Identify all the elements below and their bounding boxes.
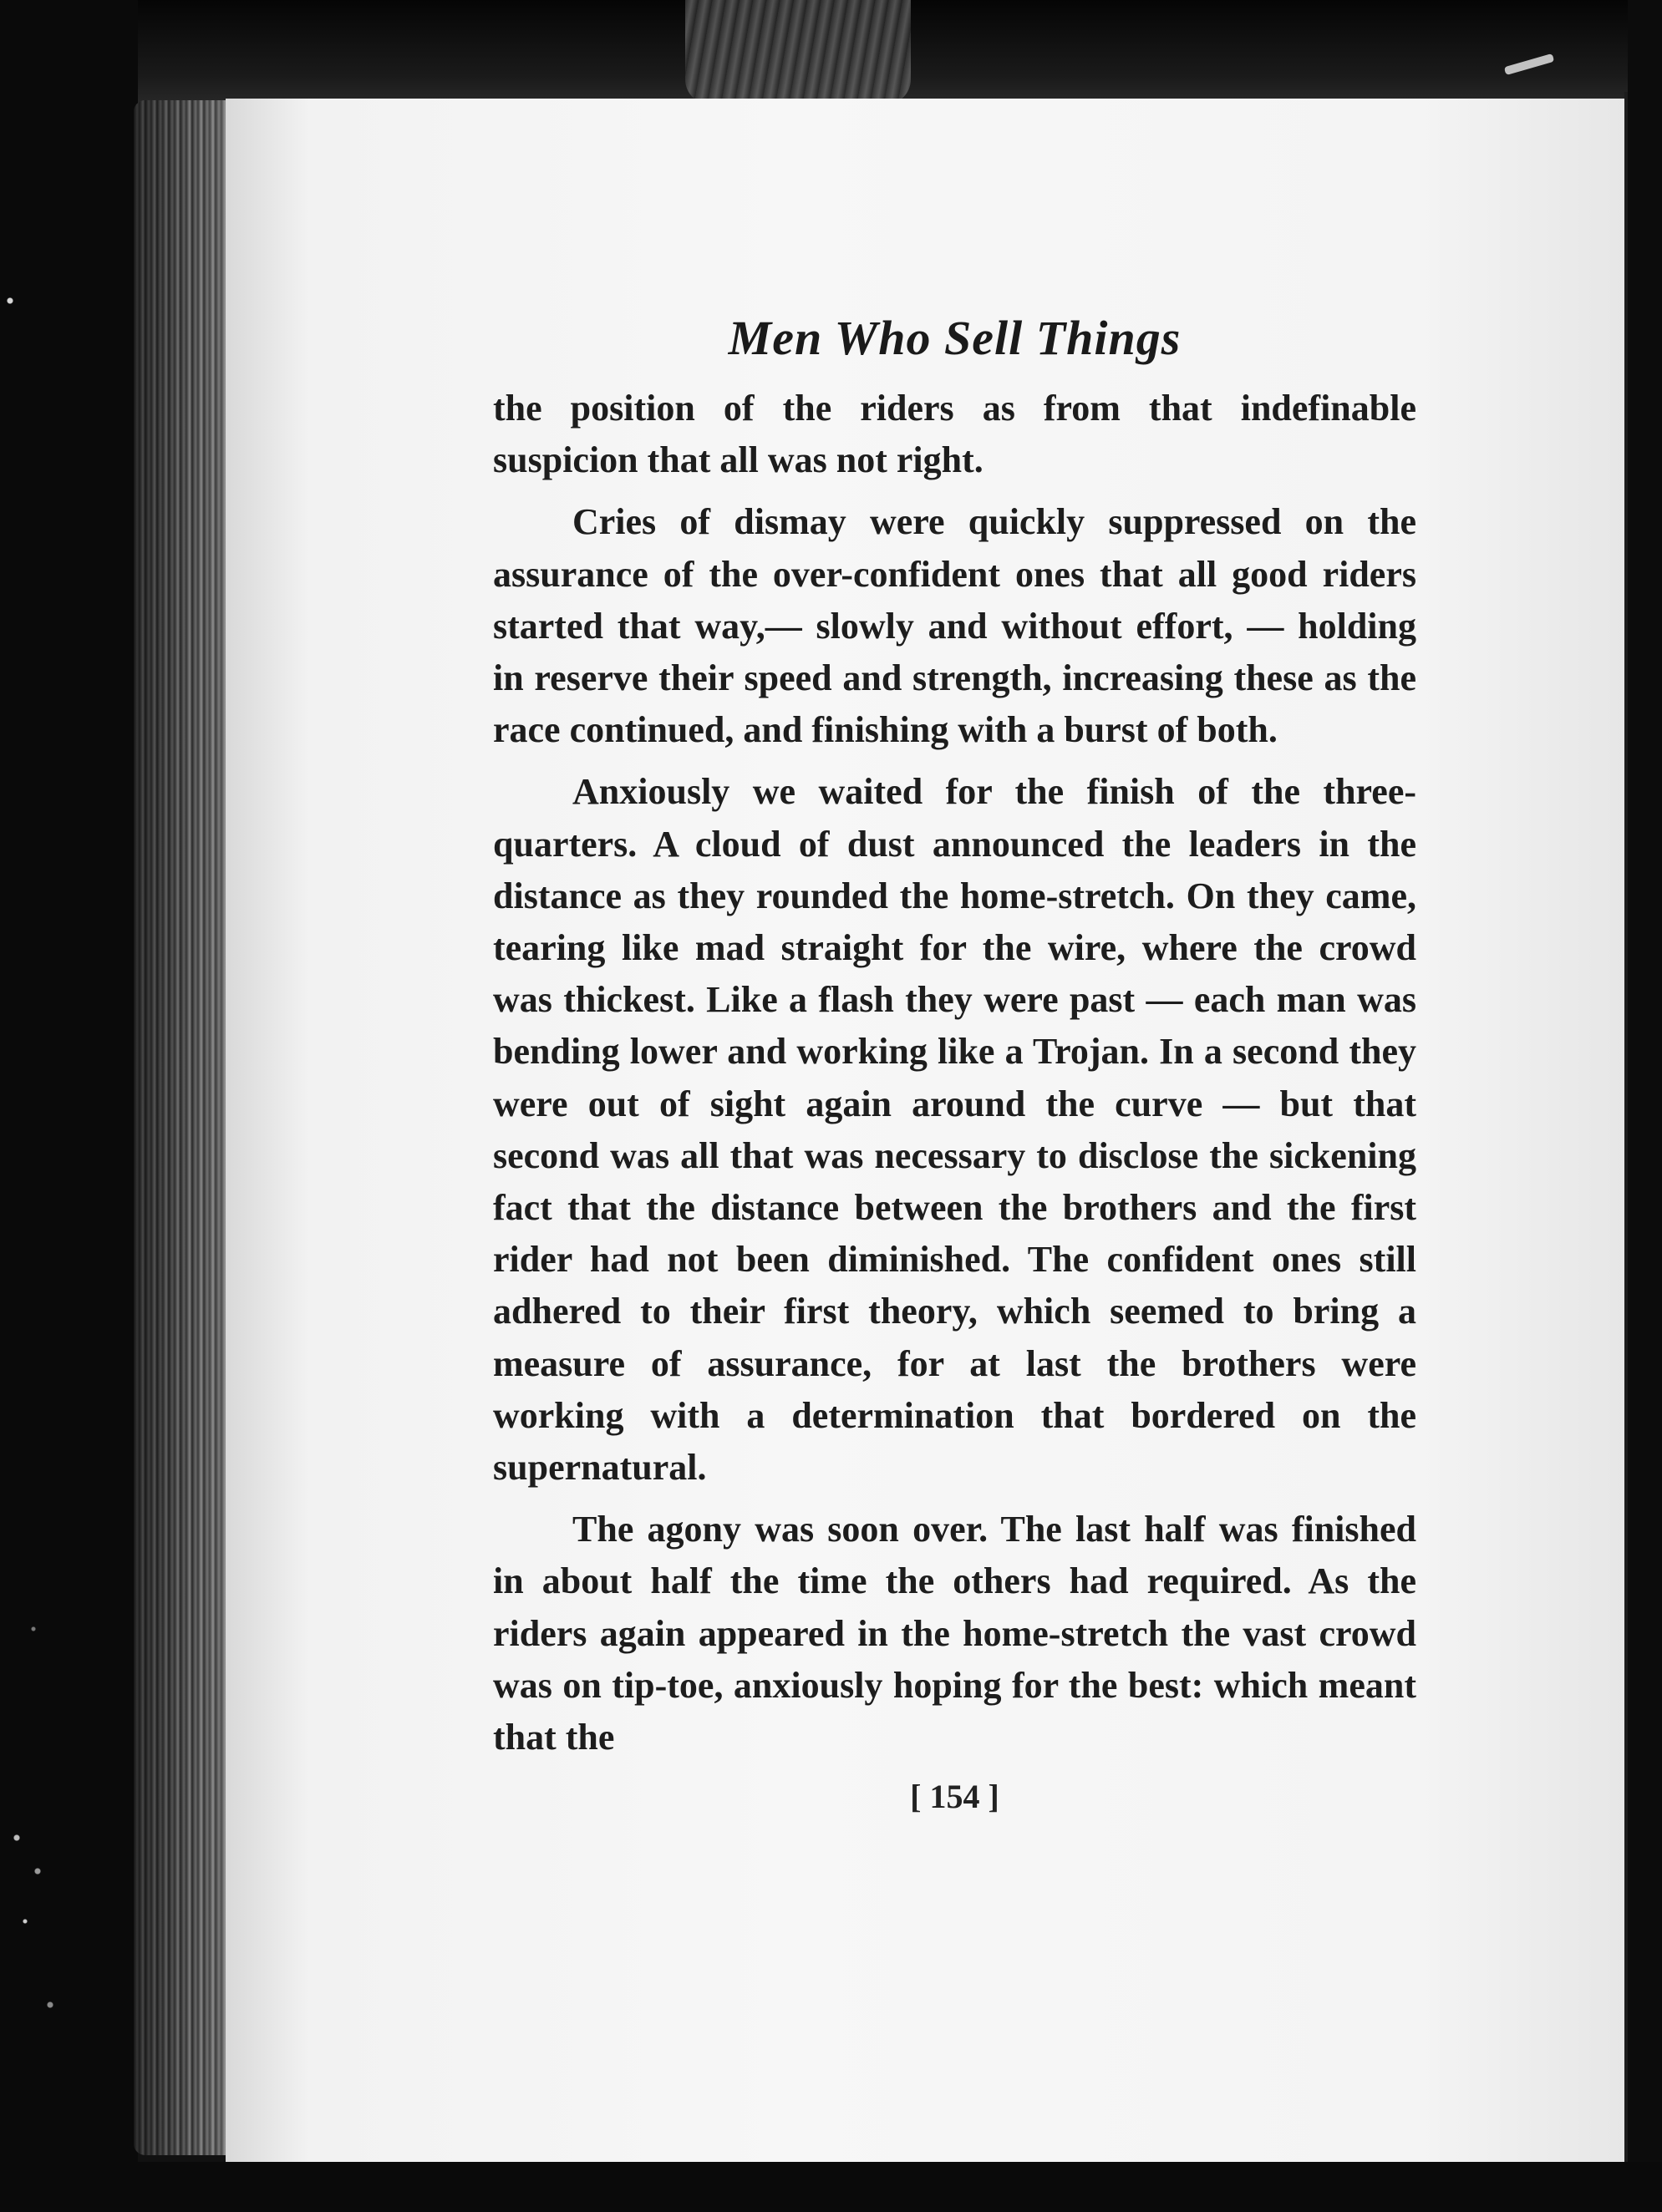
running-head: Men Who Sell Things xyxy=(728,311,1182,365)
page-text-block xyxy=(493,309,1416,1820)
page-number: [ 154 ] xyxy=(910,1778,999,1816)
paragraph-cries-of-dismay: Cries of dismay were quickly suppressed on the assurance of the over-confident ones that all good riders started that way,— slowly and without effort, — holding in reserve their speed and strength, increasing these as the race continued, and finishing with a burst of both. xyxy=(493,501,1416,751)
paragraph-continuation: the position of the riders as from that indefinable suspicion that all was not right. xyxy=(493,388,1416,481)
paragraph-anxiously: Anxiously we waited for the finish of the three-quarters. A cloud of dust announced the leaders in the distance as they rounded the home-stretch. On they came, tearing like mad straight for the wire, where the crowd was thickest. Like a flash they were past — each man was bending lower and working like a Trojan. In a second they were out of sight again around the curve — but that second was all that was necessary to disclose the sickening fact that the distance between the brothers and the first rider had not been diminished. The confident ones still adhered to their first theory, which seemed to bring a measure of assurance, for at last the brothers were working with a determination that bordered on the supernatural. xyxy=(493,771,1416,1489)
bottom-background xyxy=(0,2162,1662,2212)
paragraph-the-agony: The agony was soon over. The last half was finished in about half the time the others had required. As the riders again appeared in the home-stretch the vast crowd was on tip-toe, anxiously hoping for the best: which meant that the xyxy=(493,1509,1416,1758)
dust-specks xyxy=(0,0,138,2212)
right-background xyxy=(1628,0,1662,2212)
binding-tie xyxy=(685,0,911,104)
